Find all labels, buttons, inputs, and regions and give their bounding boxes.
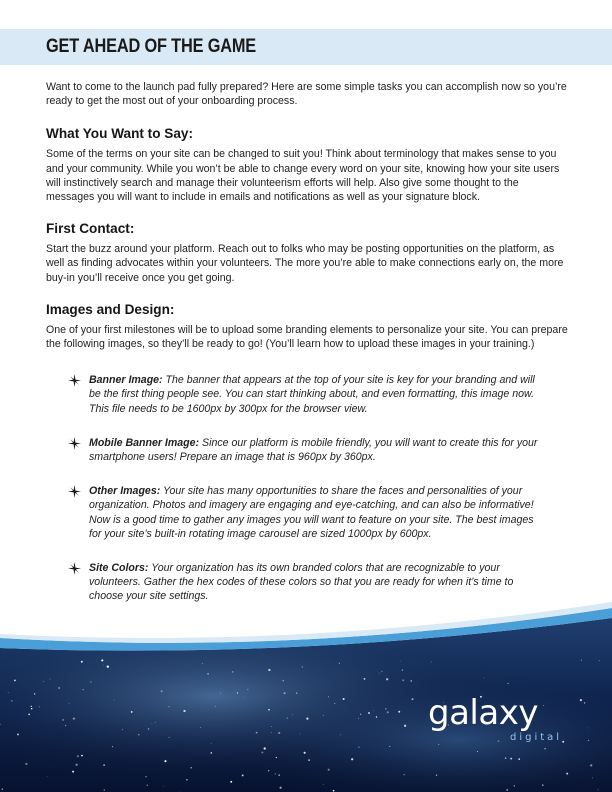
star-dot (588, 740, 589, 741)
main-content (46, 80, 568, 624)
star-dot (186, 779, 188, 781)
star-dot (77, 755, 79, 757)
star-dot (360, 714, 361, 715)
star-dot (304, 752, 306, 754)
star-dot (39, 706, 40, 707)
star-bullet-icon (68, 437, 81, 450)
star-dot (385, 708, 386, 709)
tip-label: Site Colors: (89, 562, 149, 575)
star-dot (168, 706, 169, 707)
section-body-images-design: One of your first milestones will be to upload some branding elements to personalize your site. You can prepare the following images, so they’ll be ready to go! (You’ll learn how to upload these images in your training.) (46, 323, 568, 351)
star-dot (323, 784, 324, 785)
star-dot (280, 787, 282, 789)
star-dot (506, 789, 508, 791)
star-dot (69, 703, 70, 704)
star-dot (389, 746, 390, 747)
star-dot (364, 678, 366, 680)
star-dot (334, 703, 335, 704)
star-dot (590, 764, 592, 766)
star-dot (148, 728, 150, 730)
star-dot (103, 764, 105, 766)
star-dot (90, 682, 91, 683)
star-dot (164, 760, 166, 762)
star-dot (402, 679, 404, 681)
star-dot (145, 776, 146, 777)
star-dot (376, 716, 377, 717)
star-dot (436, 774, 437, 775)
star-dot (343, 698, 345, 700)
star-dot (507, 683, 508, 684)
star-dot (306, 718, 308, 720)
star-dot (400, 661, 401, 662)
star-dot (103, 665, 104, 666)
star-dot (25, 763, 27, 765)
star-dot (542, 784, 543, 785)
star-dot (404, 725, 406, 727)
star-dot (200, 727, 201, 728)
star-dot (398, 711, 400, 713)
star-dot (112, 746, 113, 747)
star-dot (107, 665, 109, 667)
star-dot (43, 681, 44, 682)
star-dot (358, 746, 359, 747)
star-dot (122, 729, 123, 730)
star-dot (358, 718, 359, 719)
tips-list (68, 373, 548, 603)
star-dot (8, 692, 9, 693)
galaxy-digital-logo (428, 690, 578, 746)
star-dot (211, 743, 212, 744)
star-dot (387, 711, 389, 713)
star-dot (381, 671, 382, 672)
star-bullet-icon (68, 485, 81, 498)
star-dot (268, 770, 269, 771)
star-dot (264, 747, 266, 749)
star-dot (373, 710, 374, 711)
star-dot (505, 757, 507, 759)
star-dot (580, 699, 582, 701)
star-dot (190, 767, 191, 768)
star-dot (11, 700, 13, 702)
star-dot (308, 759, 310, 761)
star-dot (169, 737, 170, 738)
star-dot (333, 790, 335, 792)
star-dot (58, 687, 60, 689)
section-body-what-to-say: Some of the terms on your site can be changed to suit you! Think about terminology that makes sense to you and your community. While you won’t be able to change every word on your site, knowing how your site users will instinctively search and manage their volunteerism efforts will help. Also give some thought to the messages you will want to include in emails and notifications as well as your signature block. (46, 148, 560, 204)
star-dot (386, 678, 388, 680)
star-dot (271, 726, 272, 727)
star-dot (323, 715, 324, 716)
tip-text: Your site has many opportunities to share the faces and personalities of your organization. Photos and imagery are engaging and eye-catching, and can also be informative! Now is a good time to gather any images you will want to feature on your site. The best images for your site’s built-in rotating image carousel are sized 1000px by 600px. (89, 485, 534, 540)
star-dot (351, 758, 353, 760)
star-dot (82, 689, 83, 690)
star-dot (597, 789, 598, 790)
star-dot (232, 671, 234, 673)
star-dot (368, 712, 370, 714)
star-dot (247, 689, 248, 690)
star-dot (31, 708, 32, 709)
tip-label: Banner Image: (89, 374, 163, 387)
star-dot (278, 774, 280, 776)
star-dot (62, 719, 64, 721)
star-dot (155, 722, 156, 723)
page-title: GET AHEAD OF THE GAME (46, 36, 257, 57)
star-dot (404, 774, 405, 775)
star-dot (183, 710, 185, 712)
star-dot (104, 789, 105, 790)
star-dot (65, 725, 66, 726)
star-bullet-icon (68, 374, 81, 387)
star-dot (28, 713, 30, 715)
star-dot (296, 692, 297, 693)
star-dot (17, 733, 19, 735)
star-dot (47, 776, 48, 777)
star-dot (261, 752, 263, 754)
star-dot (211, 752, 213, 754)
star-dot (340, 734, 341, 735)
star-dot (34, 693, 36, 695)
star-dot (230, 781, 232, 783)
star-dot (302, 666, 303, 667)
logo-wordmark: galaxy (428, 693, 538, 733)
list-item (68, 373, 548, 416)
star-dot (81, 755, 83, 757)
star-dot (287, 718, 288, 719)
tip-text: Since our platform is mobile friendly, you will want to create this for your smartphone users! Prepare an image that is 960px by 360px. (89, 436, 538, 464)
star-dot (599, 660, 600, 661)
list-item (68, 436, 548, 464)
star-dot (256, 732, 258, 734)
logo-subtitle: digital (510, 732, 563, 743)
tip-label: Other Images: (89, 485, 161, 498)
header-banner (0, 29, 612, 65)
star-dot (282, 680, 283, 681)
star-dot (31, 706, 32, 707)
star-dot (284, 692, 286, 694)
star-dot (402, 669, 404, 671)
star-dot (202, 663, 203, 664)
star-dot (584, 702, 585, 703)
star-dot (72, 771, 74, 773)
tip-text: Your organization has its own branded colors that are recognizable to your volunteers. Gather the hex codes of these colors so that you are ready for when it’s time to choose your site settings. (89, 562, 514, 603)
star-dot (581, 660, 582, 661)
star-bullet-icon (68, 562, 81, 575)
star-dot (237, 692, 238, 693)
list-item (68, 484, 548, 541)
star-dot (328, 696, 329, 697)
section-body-first-contact: Start the buzz around your platform. Reach out to folks who may be posting opportunities on the platform, as well as finding advocates within your volunteers. The more you’re able to make connections early on, the more buy-in you’ll receive once you get going. (46, 243, 564, 284)
star-dot (587, 728, 588, 729)
tip-text: The banner that appears at the top of your site is key for your branding and will be the first thing people see. You can start thinking about, and even formatting, this image now. This file needs to be 1600px by 300px for the browser view. (89, 374, 535, 415)
star-dot (339, 663, 340, 664)
star-dot (328, 769, 330, 771)
section-title-what-to-say: What You Want to Say: (46, 126, 194, 142)
star-dot (411, 698, 413, 700)
star-dot (410, 680, 412, 682)
star-dot (477, 751, 478, 752)
star-dot (207, 673, 209, 675)
star-dot (1, 788, 3, 790)
intro-paragraph: Want to come to the launch pad fully prepared? Here are some simple tasks you can accomplish now so you’re ready to get the most out of your onboarding process. (46, 81, 567, 108)
star-dot (101, 659, 103, 661)
star-dot (81, 661, 83, 663)
star-dot (431, 661, 432, 662)
star-dot (220, 693, 221, 694)
star-dot (114, 700, 115, 701)
star-dot (151, 723, 152, 724)
star-dot (271, 732, 272, 733)
star-dot (73, 717, 75, 719)
section-title-first-contact: First Contact: (46, 221, 135, 237)
star-dot (243, 697, 244, 698)
star-dot (131, 711, 133, 713)
star-dot (215, 706, 216, 707)
star-dot (275, 773, 276, 774)
star-dot (300, 734, 301, 735)
star-dot (242, 774, 244, 776)
star-dot (138, 734, 140, 736)
star-dot (161, 690, 163, 692)
star-dot (292, 714, 293, 715)
star-dot (50, 679, 51, 680)
section-title-images-design: Images and Design: (46, 301, 175, 317)
star-dot (514, 785, 515, 786)
star-dot (379, 673, 380, 674)
star-dot (268, 669, 270, 671)
star-dot (14, 679, 16, 681)
star-dot (510, 758, 512, 760)
star-dot (278, 732, 280, 734)
star-dot (163, 786, 164, 787)
star-dot (518, 758, 520, 760)
star-dot (147, 785, 148, 786)
star-dot (276, 757, 277, 758)
star-dot (566, 773, 568, 775)
tip-label: Mobile Banner Image: (89, 436, 200, 449)
star-dot (75, 764, 77, 766)
star-dot (544, 748, 545, 749)
star-dot (592, 777, 593, 778)
star-dot (483, 678, 484, 679)
star-dot (268, 709, 270, 711)
